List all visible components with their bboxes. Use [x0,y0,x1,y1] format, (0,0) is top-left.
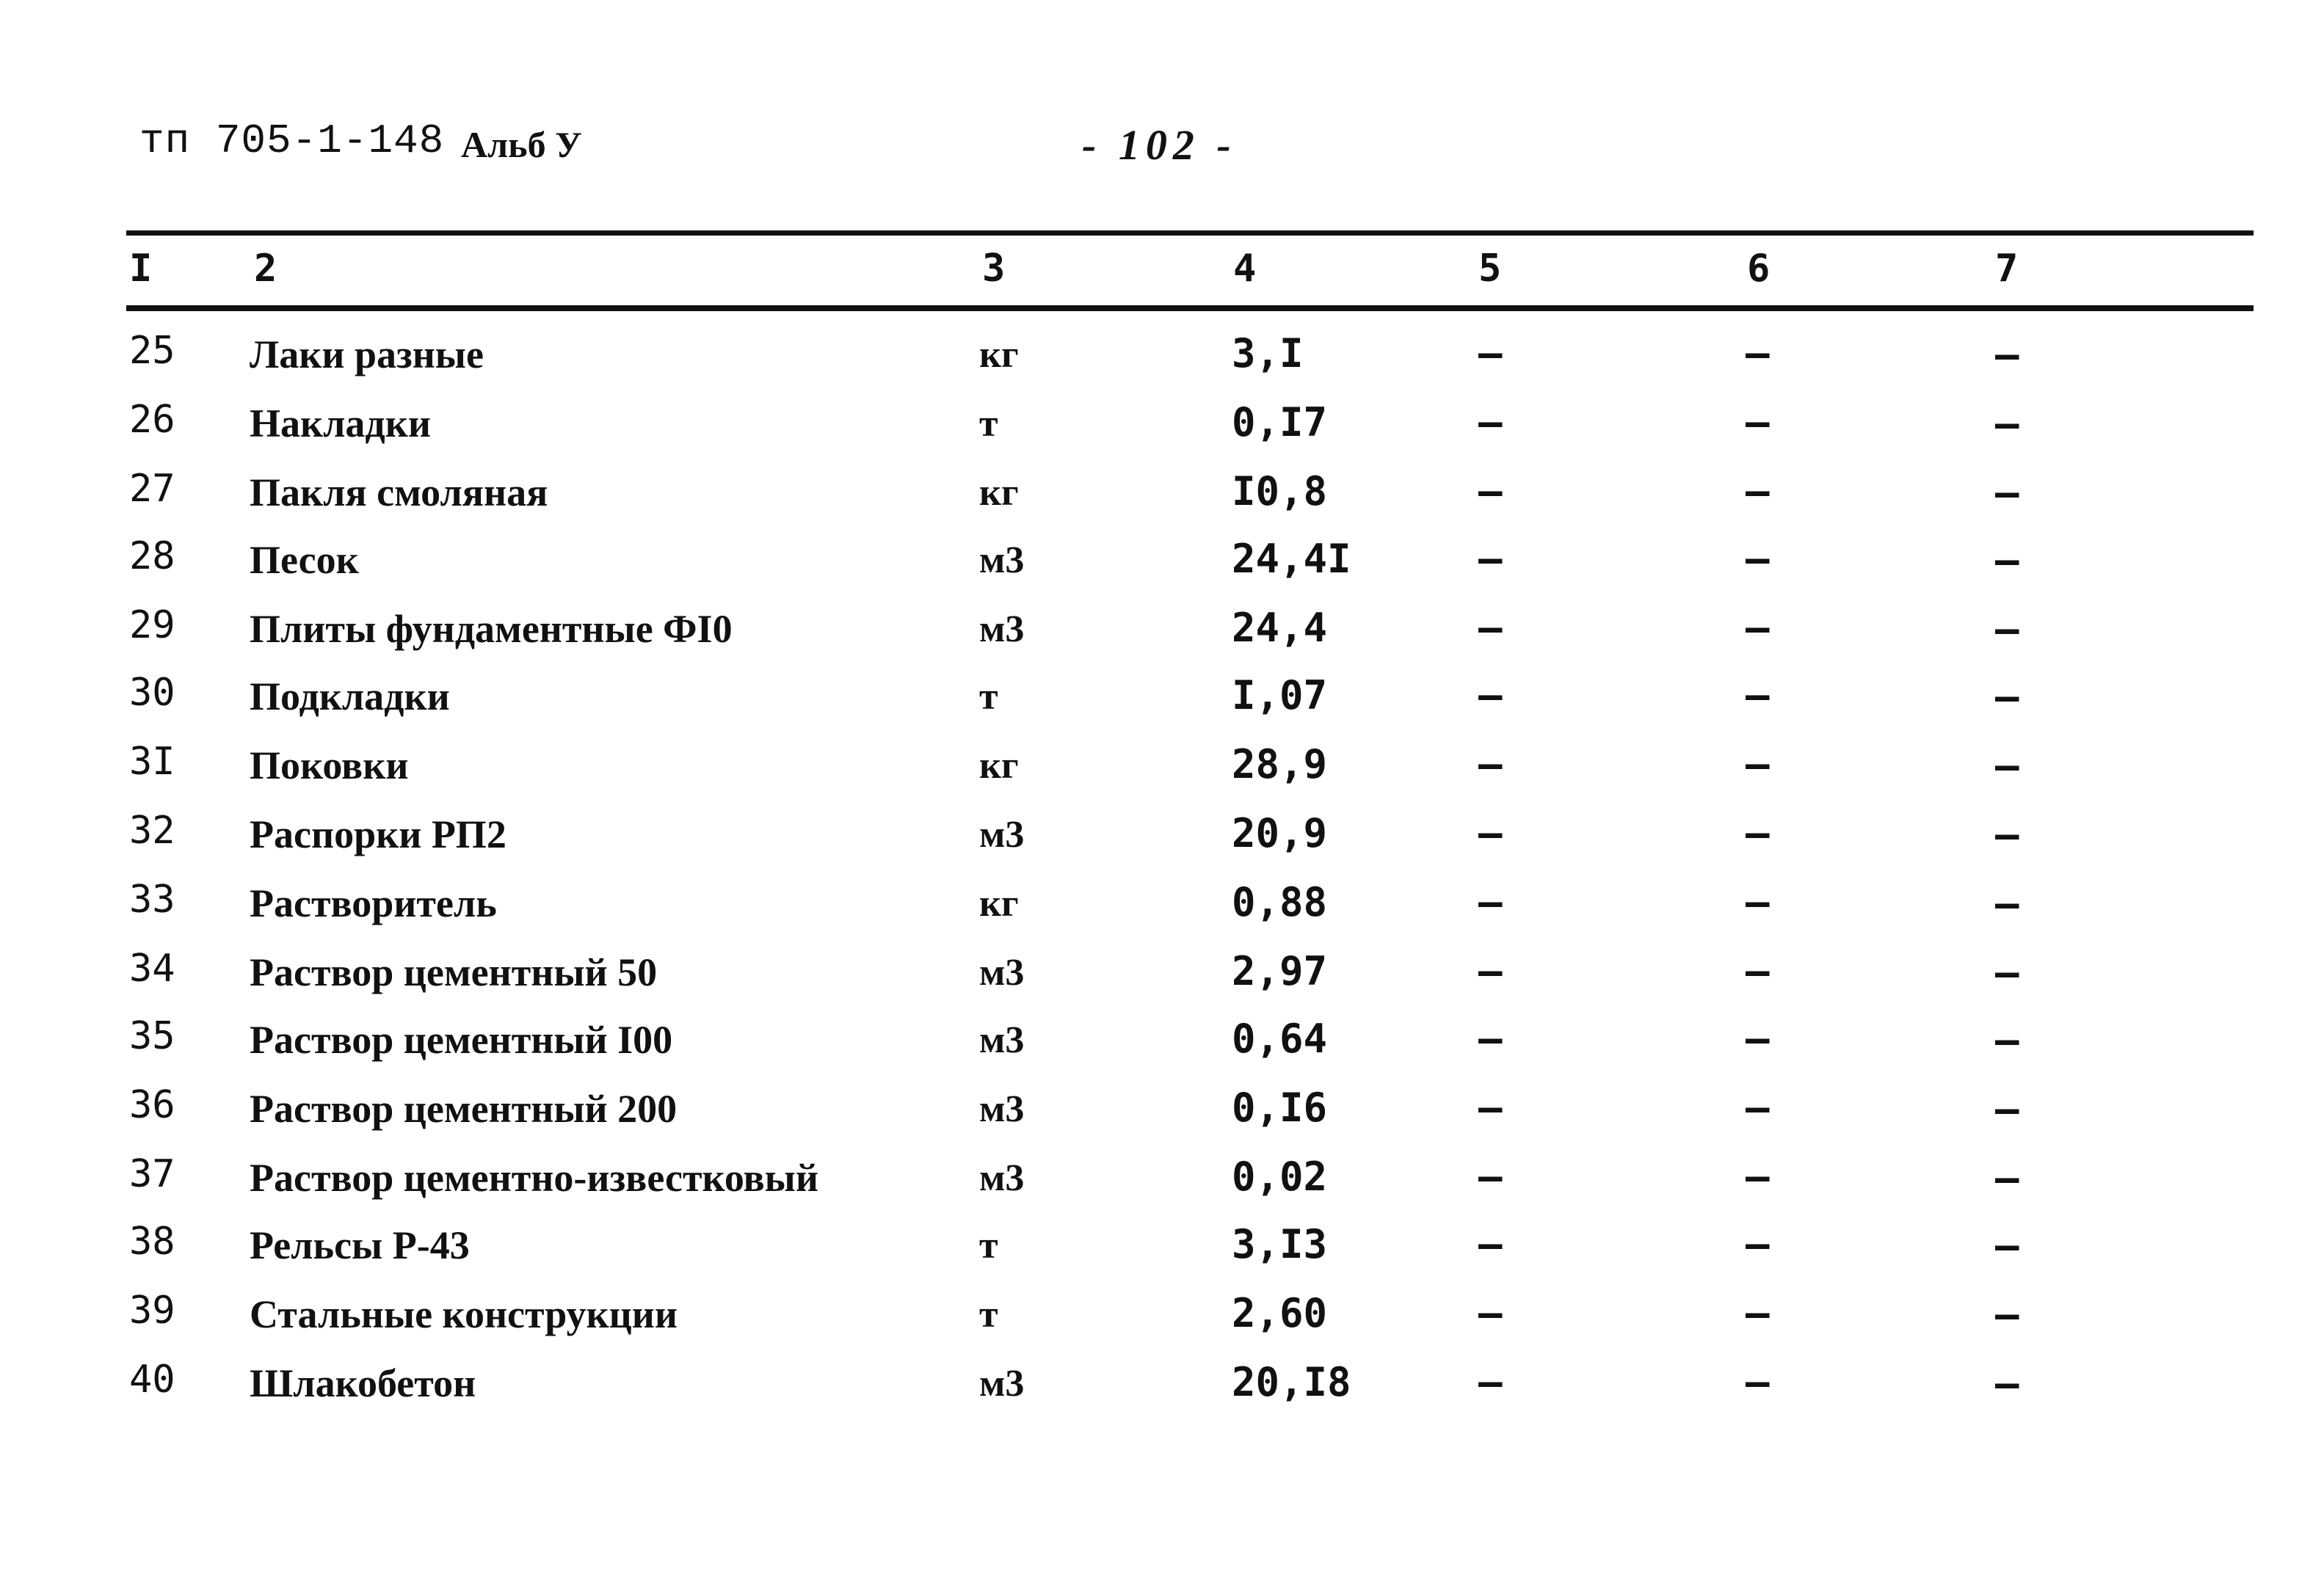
quantity: 3,I3 [1232,1221,1328,1267]
quantity: 20,9 [1232,810,1328,856]
quantity: 0,I6 [1232,1085,1328,1131]
col7-value: – [1995,674,2019,720]
col5-value: – [1478,672,1503,718]
col6-value: – [1746,1085,1770,1131]
col6-value: – [1746,330,1770,376]
unit: м3 [979,814,1025,856]
table-row [0,534,2324,600]
table-row [0,1152,2324,1218]
table-row [0,1014,2324,1080]
col6-value: – [1746,1290,1770,1336]
col7-value: – [1995,1292,2019,1338]
col7-value: – [1995,881,2019,927]
col6-value: – [1746,1359,1770,1405]
col7-value: – [1995,1017,2019,1063]
unit: кг [979,472,1019,514]
table-top-rule [126,230,2254,236]
unit: кг [979,334,1019,376]
row-number: 34 [129,947,175,991]
col5-value: – [1478,399,1503,445]
col7-value: – [1995,537,2019,583]
table-row [0,398,2324,464]
col7-value: – [1995,1361,2019,1407]
col6-value: – [1746,810,1770,856]
unit: м3 [979,539,1025,581]
col5-value: – [1478,1154,1503,1200]
table-row [0,329,2324,395]
col5-value: – [1478,741,1503,787]
table-header-rule [126,305,2254,311]
col5-value: – [1478,468,1503,514]
column-header-2: 2 [254,247,277,291]
table-row [0,740,2324,806]
unit: т [979,1294,998,1336]
col6-value: – [1746,1154,1770,1200]
column-header-4: 4 [1233,247,1257,291]
col6-value: – [1746,536,1770,582]
page-number: - 102 - [1082,121,1237,169]
row-number: 3I [129,740,175,784]
row-number: 37 [129,1152,175,1196]
col5-value: – [1478,879,1503,925]
col7-value: – [1995,1086,2019,1132]
col7-value: – [1995,1223,2019,1269]
row-number: 26 [129,398,175,442]
material-name: Лаки разные [250,332,484,376]
col6-value: – [1746,468,1770,514]
unit: м3 [979,1363,1025,1405]
table-row [0,947,2324,1013]
album-label: Альб У [461,124,582,165]
col5-value: – [1478,1359,1503,1405]
row-number: 27 [129,467,175,511]
column-header-6: 6 [1747,247,1771,291]
row-number: 25 [129,329,175,373]
row-number: 38 [129,1220,175,1264]
quantity: I0,8 [1232,468,1328,514]
quantity: 28,9 [1232,741,1328,787]
quantity: 0,64 [1232,1016,1328,1062]
col5-value: – [1478,948,1503,994]
quantity: I,07 [1232,672,1328,718]
col7-value: – [1995,606,2019,652]
unit: м3 [979,608,1025,650]
quantity: 3,I [1232,330,1304,376]
material-name: Раствор цементный 200 [250,1087,678,1131]
col5-value: – [1478,1016,1503,1062]
quantity: 0,02 [1232,1154,1328,1200]
col7-value: – [1995,1155,2019,1201]
material-name: Раствор цементный I00 [250,1018,673,1062]
col5-value: – [1478,330,1503,376]
table-row [0,467,2324,533]
col7-value: – [1995,812,2019,858]
material-name: Рельсы Р-43 [250,1223,470,1267]
col6-value: – [1746,1016,1770,1062]
quantity: 0,I7 [1232,399,1328,445]
row-number: 29 [129,603,175,647]
column-header-7: 7 [1995,247,2019,291]
material-name: Раствор цементный 50 [250,950,658,994]
unit: м3 [979,1019,1025,1061]
table-row [0,1220,2324,1286]
col5-value: – [1478,1085,1503,1131]
material-name: Пакля смоляная [250,470,548,514]
quantity: 2,60 [1232,1290,1328,1336]
col6-value: – [1746,879,1770,925]
quantity: 20,I8 [1232,1359,1351,1405]
col6-value: – [1746,1221,1770,1267]
unit: м3 [979,1088,1025,1130]
table-row [0,671,2324,737]
table-row [0,603,2324,669]
quantity: 0,88 [1232,879,1328,925]
row-number: 36 [129,1083,175,1127]
unit: т [979,403,998,445]
unit: т [979,676,998,718]
row-number: 35 [129,1014,175,1058]
table-row [0,809,2324,875]
unit: т [979,1225,998,1267]
material-name: Стальные конструкции [250,1292,678,1336]
col7-value: – [1995,401,2019,447]
unit: м3 [979,952,1025,994]
unit: кг [979,745,1019,787]
col7-value: – [1995,743,2019,789]
row-number: 30 [129,671,175,715]
col6-value: – [1746,605,1770,651]
material-name: Песок [250,538,359,582]
row-number: 39 [129,1289,175,1333]
material-name: Шлакобетон [250,1361,476,1405]
col7-value: – [1995,332,2019,378]
material-name: Растворитель [250,881,497,925]
quantity: 24,4 [1232,605,1328,651]
unit: кг [979,883,1019,925]
col5-value: – [1478,536,1503,582]
col5-value: – [1478,605,1503,651]
col6-value: – [1746,399,1770,445]
table-row [0,1083,2324,1149]
material-name: Поковки [250,743,409,787]
table-row [0,878,2324,944]
unit: м3 [979,1157,1025,1199]
material-name: Распорки РП2 [250,812,506,856]
col5-value: – [1478,1221,1503,1267]
material-name: Подкладки [250,674,450,718]
column-header-3: 3 [982,247,1006,291]
row-number: 32 [129,809,175,853]
material-name: Плиты фундаментные ФI0 [250,607,733,651]
quantity: 2,97 [1232,948,1328,994]
column-header-1: I [129,247,153,291]
row-number: 40 [129,1358,175,1402]
col5-value: – [1478,810,1503,856]
col7-value: – [1995,950,2019,996]
col6-value: – [1746,741,1770,787]
col6-value: – [1746,948,1770,994]
document-code: тп 705-1-148 [139,117,445,164]
row-number: 33 [129,878,175,922]
table-row [0,1358,2324,1424]
row-number: 28 [129,534,175,578]
col6-value: – [1746,672,1770,718]
material-name: Раствор цементно-известковый [250,1156,818,1200]
col5-value: – [1478,1290,1503,1336]
quantity: 24,4I [1232,536,1351,582]
column-header-5: 5 [1478,247,1502,291]
col7-value: – [1995,470,2019,516]
material-name: Накладки [250,401,431,445]
table-row [0,1289,2324,1355]
